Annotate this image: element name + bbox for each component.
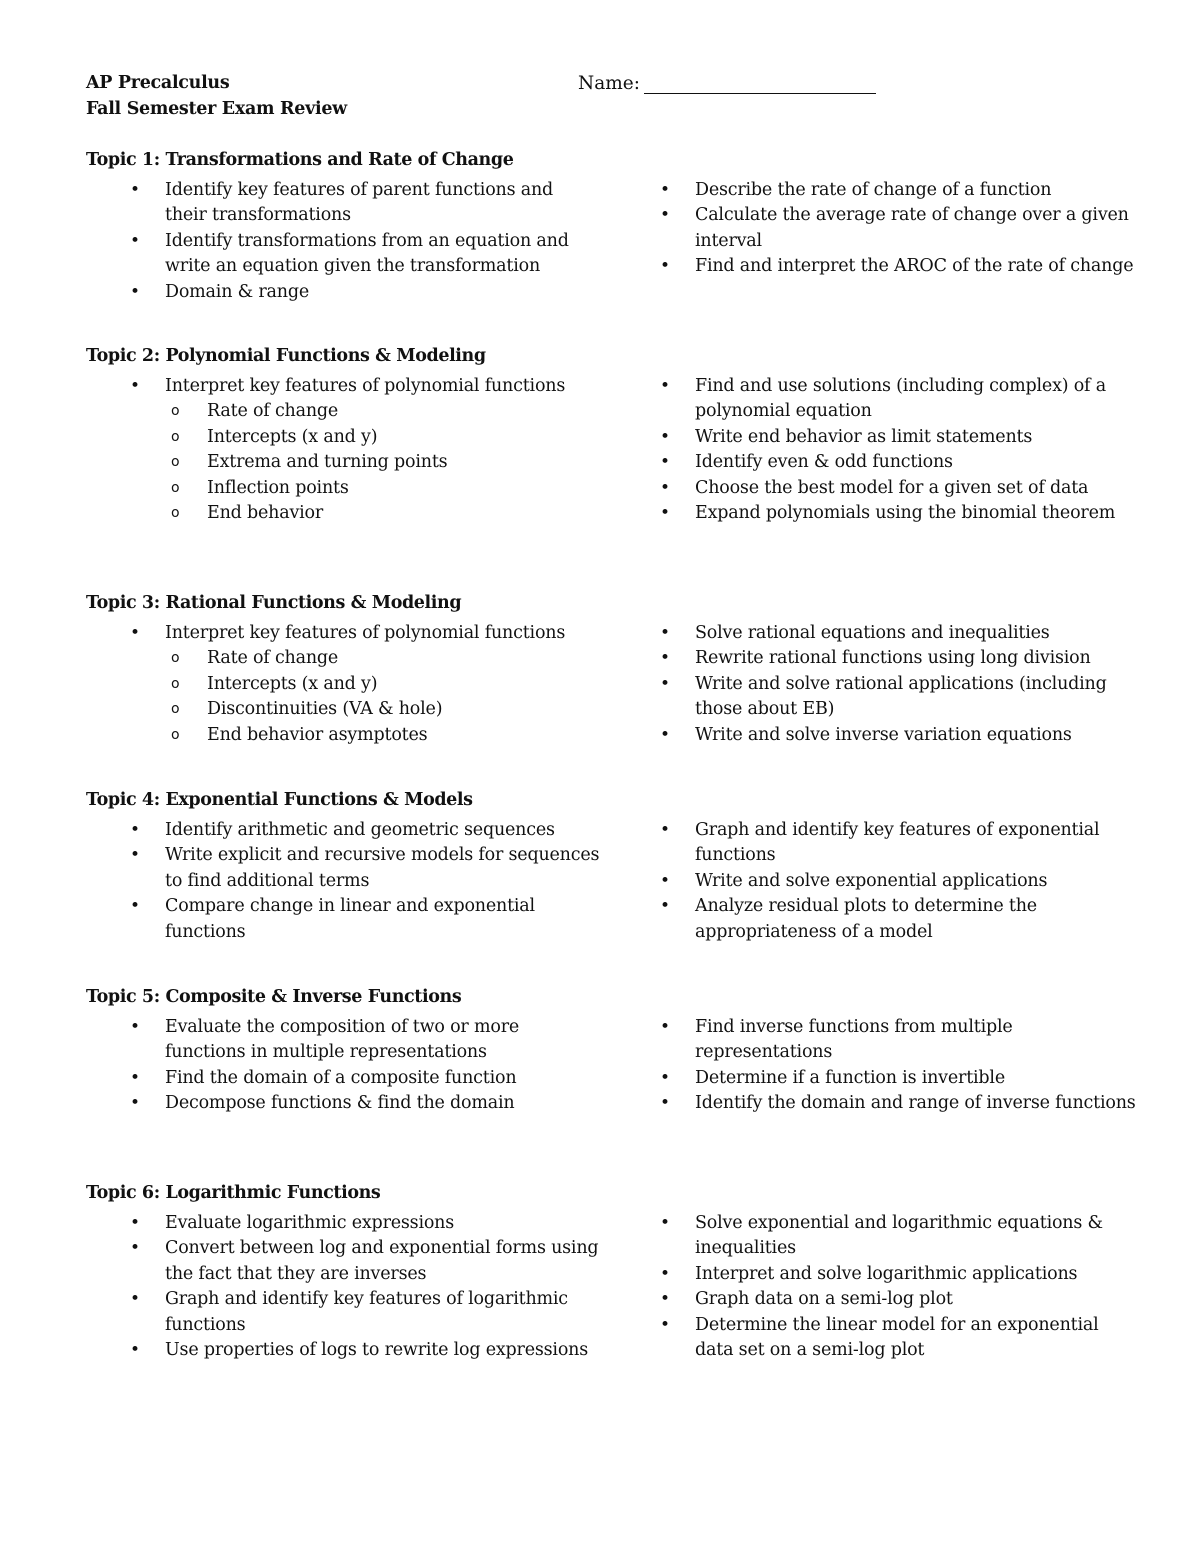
list-item-text: Solve exponential and logarithmic equations & inequalities [695, 1213, 1103, 1259]
topic-title: Topic 3: Rational Functions & Modeling [86, 593, 462, 613]
list-item-text: Write and solve inverse variation equations [695, 724, 1072, 745]
topic-title: Topic 2: Polynomial Functions & Modeling [86, 346, 486, 366]
sub-list-item: o Inflection points [171, 476, 606, 501]
list-item [130, 843, 600, 894]
list-item-text: Calculate the average rate of change over a given interval [695, 205, 1129, 251]
list-item [130, 280, 600, 305]
name-field[interactable] [578, 73, 876, 94]
list-item [660, 1313, 1140, 1364]
list-item-text: Find inverse functions from multiple representations [695, 1017, 1013, 1063]
list-item-text: Find and interpret the AROC of the rate of change [695, 256, 1134, 277]
left-column-list [130, 1015, 600, 1117]
list-item-text: Write end behavior as limit statements [695, 426, 1033, 447]
list-item-text: Determine if a function is invertible [695, 1067, 1005, 1088]
list-item [660, 178, 1140, 203]
list-item-text: Graph data on a semi-log plot [695, 1289, 953, 1310]
name-label: Name: [578, 73, 640, 94]
list-item [660, 450, 1140, 475]
list-item [130, 1338, 600, 1363]
list-item-text: Write and solve exponential applications [695, 870, 1048, 891]
list-item [660, 425, 1140, 450]
left-column-list [130, 178, 600, 305]
list-item [660, 672, 1140, 723]
list-item-text: Identify the domain and range of inverse functions [695, 1093, 1136, 1114]
list-item [660, 646, 1140, 671]
sub-list-item: o Rate of change [171, 399, 606, 424]
list-item [660, 1091, 1140, 1116]
left-column-list [130, 1211, 600, 1363]
topic-title: Topic 4: Exponential Functions & Models [86, 790, 473, 810]
list-item-text: Decompose functions & find the domain [165, 1093, 515, 1114]
list-item-text: Interpret key features of polynomial functions [165, 623, 566, 643]
list-item [660, 869, 1140, 894]
list-item-text: Use properties of logs to rewrite log expressions [165, 1340, 589, 1361]
list-item [660, 203, 1140, 254]
right-column-list [660, 1211, 1140, 1363]
list-item [660, 723, 1140, 748]
sub-list-item: o End behavior [171, 501, 606, 526]
left-column-list [130, 818, 600, 945]
list-item [660, 476, 1140, 501]
list-item-text: Interpret key features of polynomial functions [165, 376, 566, 396]
list-item-text: Analyze residual plots to determine the appropriateness of a model [695, 896, 1037, 942]
list-item [660, 254, 1140, 279]
right-column-list [660, 621, 1140, 748]
list-item-text: Identify arithmetic and geometric sequences [165, 820, 555, 840]
list-item-text: Evaluate logarithmic expressions [165, 1213, 455, 1233]
list-item [660, 1066, 1140, 1091]
document-subtitle: Fall Semester Exam Review [86, 99, 347, 119]
list-item [130, 894, 600, 945]
list-item-text: Identify transformations from an equation and write an equation given the transformation [165, 230, 569, 277]
list-item [660, 1211, 1140, 1262]
sub-list [171, 646, 606, 748]
list-item [660, 1287, 1140, 1312]
topic-title: Topic 6: Logarithmic Functions [86, 1183, 381, 1203]
list-item [660, 894, 1140, 945]
right-column-list [660, 178, 1140, 280]
list-item [130, 178, 600, 229]
list-item-text: Evaluate the composition of two or more functions in multiple representations [165, 1017, 520, 1063]
list-item [130, 374, 600, 526]
name-blank-line[interactable] [644, 75, 876, 94]
list-item [130, 1066, 600, 1091]
list-item-text: Choose the best model for a given set of data [695, 477, 1089, 498]
list-item-text: Graph and identify key features of logarithmic functions [165, 1289, 568, 1335]
list-item-text: Determine the linear model for an exponential data set on a semi-log plot [695, 1314, 1099, 1361]
sub-list-item: o Rate of change [171, 646, 606, 671]
list-item-text: Rewrite rational functions using long division [695, 648, 1091, 669]
list-item-text: Interpret and solve logarithmic applications [695, 1263, 1078, 1284]
list-item-text: Convert between log and exponential forms using the fact that they are inverses [165, 1238, 599, 1284]
topic-title: Topic 1: Transformations and Rate of Change [86, 150, 514, 170]
list-item [660, 1262, 1140, 1287]
right-column-list [660, 818, 1140, 945]
list-item-text: Identify key features of parent functions and their transformations [165, 180, 554, 226]
sub-list [171, 399, 606, 526]
list-item-text: Compare change in linear and exponential functions [165, 896, 535, 942]
list-item [660, 374, 1140, 425]
list-item [660, 818, 1140, 869]
list-item [130, 1211, 600, 1236]
list-item-text: Expand polynomials using the binomial theorem [695, 503, 1116, 524]
list-item [130, 621, 600, 748]
list-item [130, 229, 600, 280]
right-column-list [660, 1015, 1140, 1117]
list-item-text: Identify even & odd functions [695, 452, 953, 473]
list-item [130, 1236, 600, 1287]
list-item-text: Write and solve rational applications (including those about EB) [695, 673, 1107, 720]
list-item-text: Find the domain of a composite function [165, 1067, 517, 1088]
right-column-list [660, 374, 1140, 526]
list-item [660, 501, 1140, 526]
list-item-text: Find and use solutions (including complex) of a polynomial equation [695, 376, 1106, 422]
sub-list-item: o Intercepts (x and y) [171, 425, 606, 450]
list-item [130, 1015, 600, 1066]
list-item-text: Describe the rate of change of a function [695, 180, 1052, 200]
course-title: AP Precalculus [86, 73, 230, 93]
sub-list-item: o Extrema and turning points [171, 450, 606, 475]
list-item [130, 1091, 600, 1116]
list-item [660, 1015, 1140, 1066]
sub-list-item: o End behavior asymptotes [171, 723, 606, 748]
list-item-text: Write explicit and recursive models for sequences to find additional terms [165, 845, 600, 891]
list-item [660, 621, 1140, 646]
list-item [130, 818, 600, 843]
sub-list-item: o Discontinuities (VA & hole) [171, 697, 606, 722]
sub-list-item: o Intercepts (x and y) [171, 672, 606, 697]
list-item-text: Solve rational equations and inequalities [695, 623, 1050, 643]
list-item-text: Graph and identify key features of exponential functions [695, 820, 1100, 866]
list-item-text: Domain & range [165, 281, 309, 302]
left-column-list [130, 374, 600, 526]
left-column-list [130, 621, 600, 748]
topic-title: Topic 5: Composite & Inverse Functions [86, 987, 462, 1007]
list-item [130, 1287, 600, 1338]
